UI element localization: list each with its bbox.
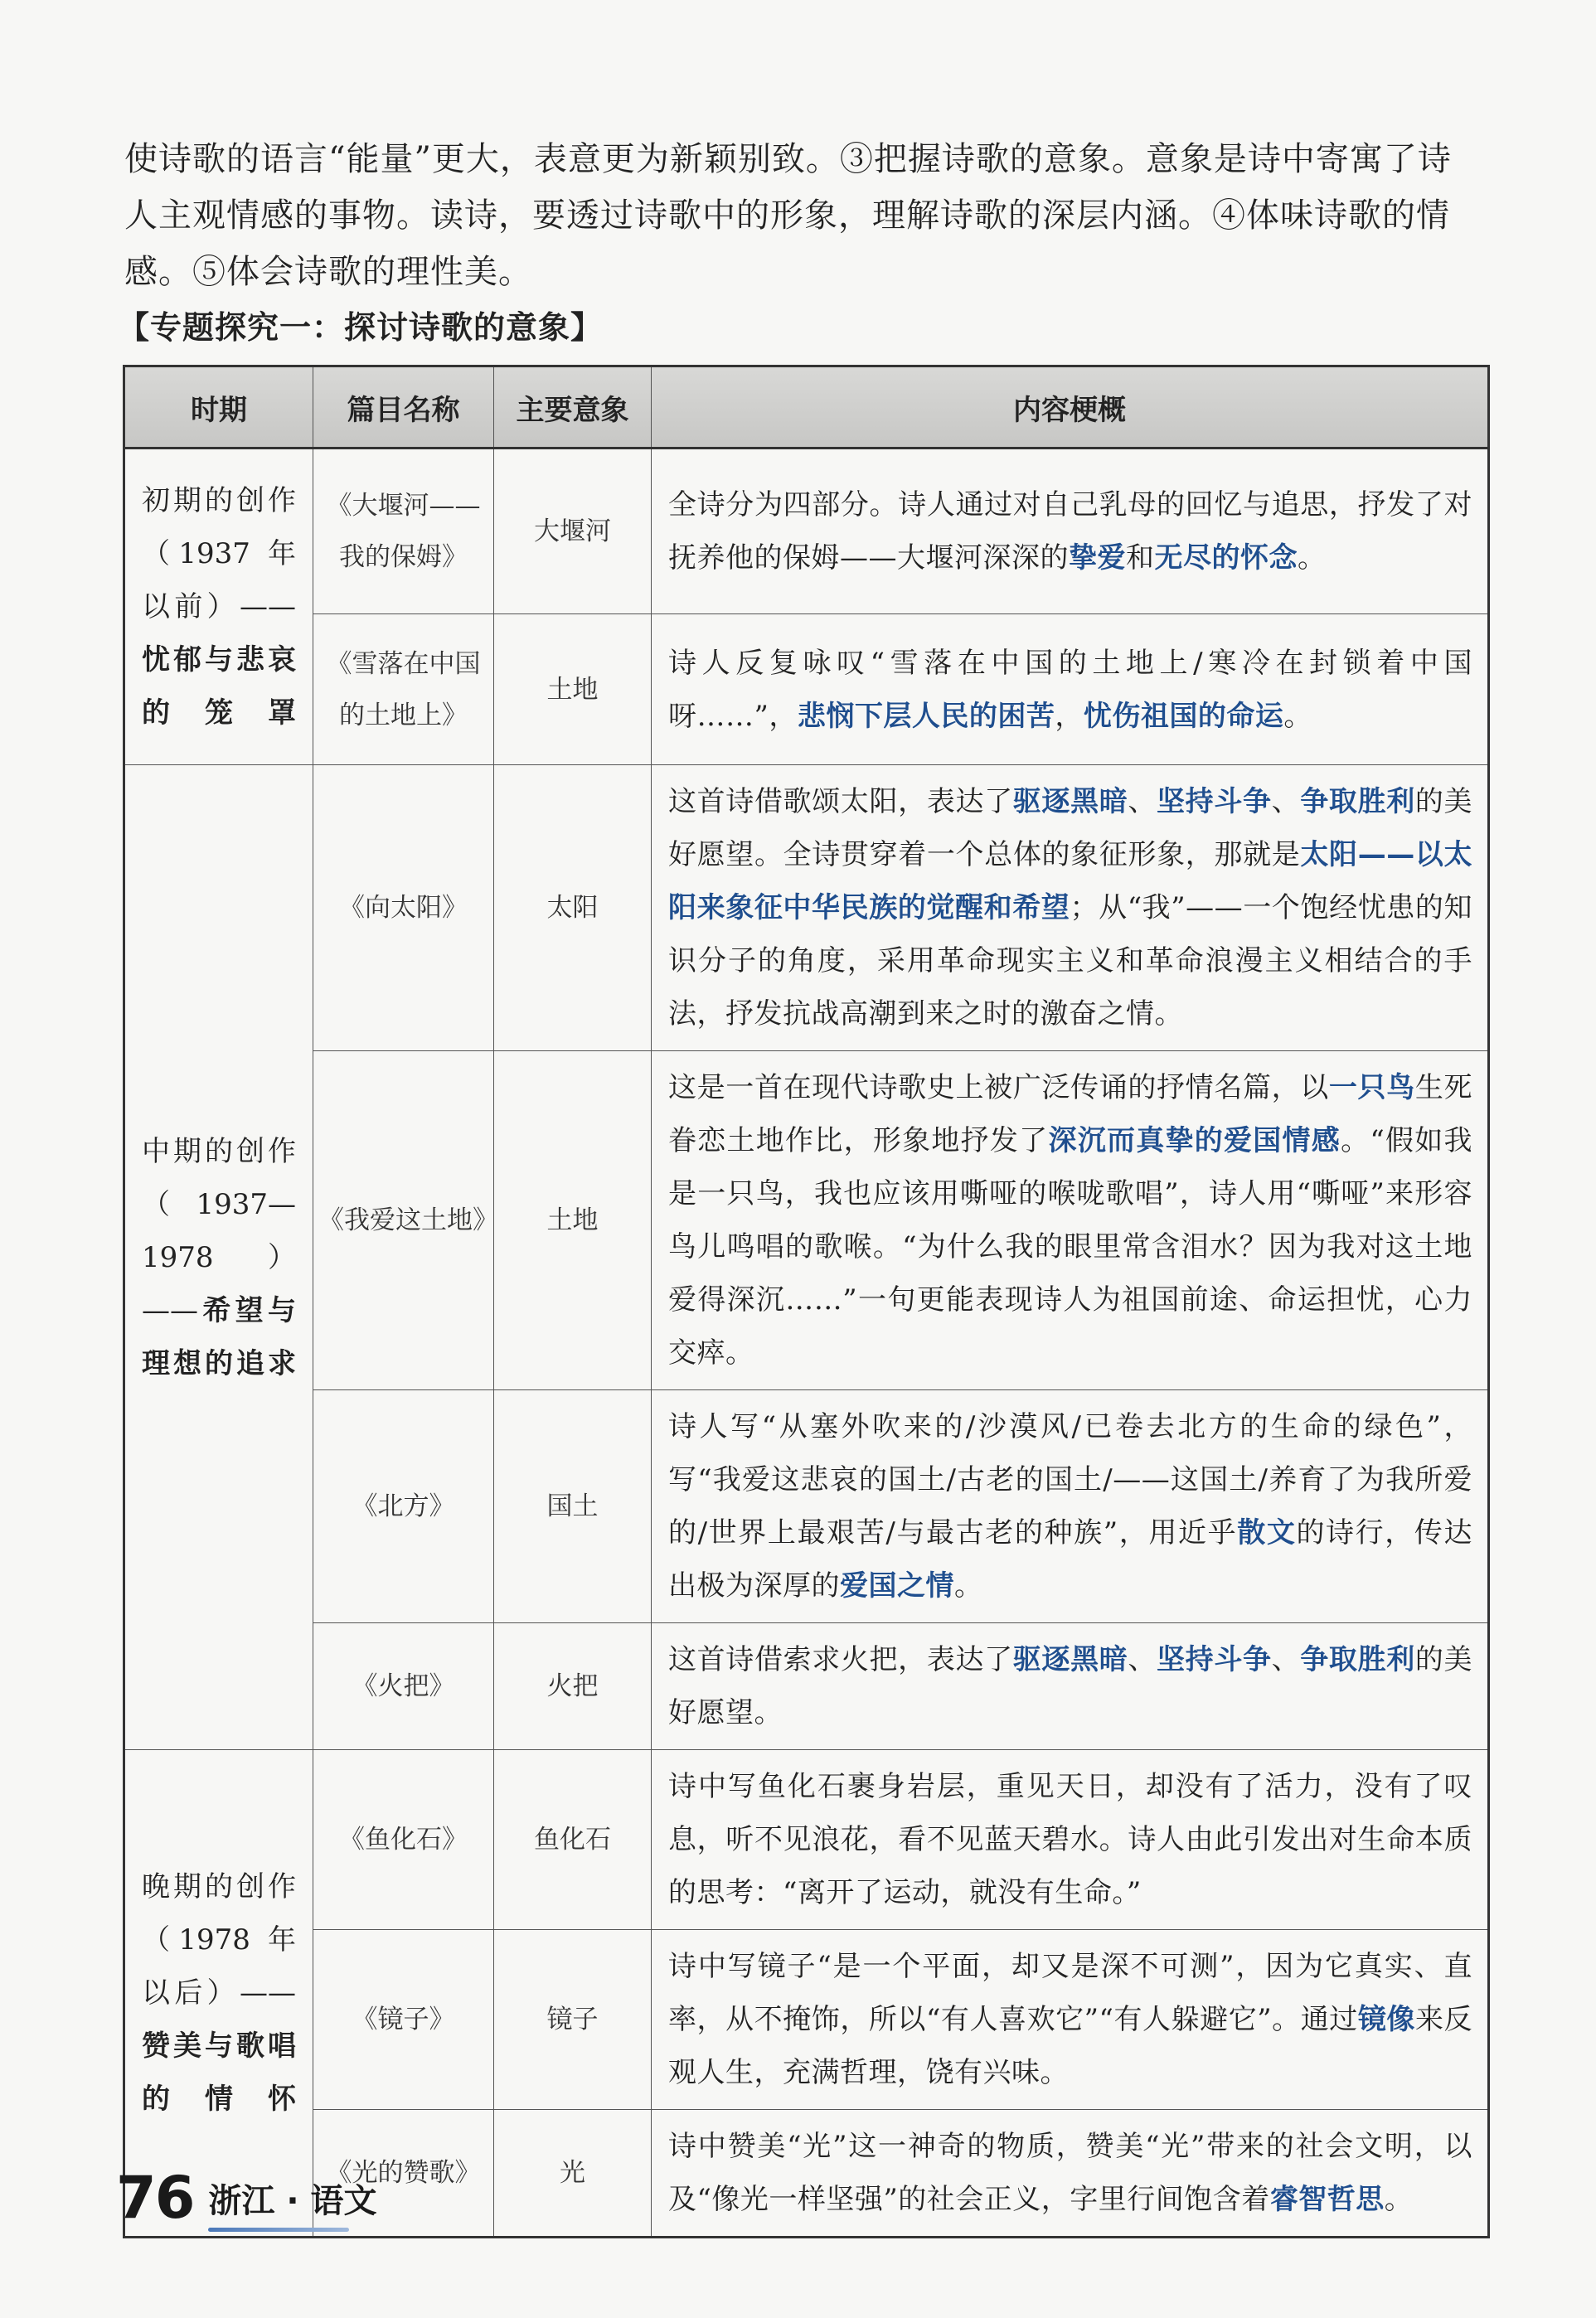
header-period: 时期	[124, 366, 313, 449]
content-text: 。	[1283, 699, 1312, 733]
table-row	[124, 614, 1489, 765]
key-phrase: 镜像	[1357, 2003, 1415, 2036]
main-image: 大堰河	[494, 449, 652, 614]
key-phrase: 爱国之情	[840, 1569, 954, 1603]
page-number: 76	[116, 2164, 194, 2232]
period-label: 晚期的创作（1978 年以后）——	[142, 1870, 296, 2010]
content-text: 生死眷恋土地作比，形象地抒发了	[668, 1071, 1473, 1157]
content-text: 全诗分为四部分。诗人通过对自己乳母的回忆与追思，抒发了对抚养他的保姆——大堰河深深的	[668, 488, 1472, 575]
content-text: 的诗行，传达出极为深厚的	[668, 1516, 1473, 1603]
content-text: 这首诗借索求火把，表达了	[668, 1643, 1013, 1676]
poem-title: 《我爱这土地》	[313, 1051, 494, 1390]
poem-title: 《大堰河——我的保姆》	[313, 449, 494, 614]
table-row	[124, 1930, 1489, 2110]
period-theme: 忧郁与悲哀的笼罩	[142, 643, 296, 730]
content-text: ，	[1055, 699, 1084, 733]
content-summary	[652, 1750, 1489, 1930]
content-summary	[652, 449, 1489, 614]
key-phrase: 睿智哲思	[1269, 2183, 1385, 2216]
key-phrase: 深沉而真挚的爱国情感	[1048, 1124, 1341, 1157]
content-summary	[652, 614, 1489, 765]
content-text: 诗人反复咏叹“雪落在中国的土地上/寒冷在封锁着中国呀……”，	[668, 646, 1472, 733]
main-image: 太阳	[494, 765, 652, 1051]
main-image: 国土	[494, 1390, 652, 1623]
content-text: 这首诗借歌颂太阳，表达了	[668, 785, 1013, 818]
main-image: 光	[494, 2110, 652, 2238]
content-text: 诗中写镜子“是一个平面，却又是深不可测”，因为它真实、直率，从不掩饰，所以“有人喜欢它”“有人躲避它”。通过	[668, 1950, 1472, 2036]
content-text: 。	[1384, 2183, 1414, 2216]
content-summary	[652, 765, 1489, 1051]
poem-title: 《向太阳》	[313, 765, 494, 1051]
content-text: 。	[954, 1569, 983, 1603]
period-label: 中期的创作（1937—1978）——	[142, 1134, 296, 1327]
content-text: 、	[1128, 785, 1157, 818]
content-text: 诗中写鱼化石裹身岩层，重见天日，却没有了活力，没有了叹息，听不见浪花，看不见蓝天碧水。诗人由此引发出对生命本质的思考：“离开了运动，就没有生命。”	[668, 1770, 1472, 1909]
poem-title: 《雪落在中国的土地上》	[313, 614, 494, 765]
intro-text: 使诗歌的语言“能量”更大，表意更为新颖别致。③把握诗歌的意象。意象是诗中寄寓了诗人主观情感的事物。读诗，要透过诗歌中的形象，理解诗歌的深层内涵。④体味诗歌的情感。⑤体会诗歌的理性美。	[124, 140, 1452, 291]
key-phrase: 散文	[1237, 1516, 1297, 1549]
content-text: 的美好愿望。	[668, 1643, 1473, 1729]
key-phrase: 驱逐黑暗	[1012, 785, 1128, 818]
poem-title: 《鱼化石》	[313, 1750, 494, 1930]
period-early	[124, 449, 313, 765]
book-label	[208, 2175, 376, 2222]
table-row	[124, 1390, 1489, 1623]
table-row	[124, 765, 1489, 1051]
poem-title: 《光的赞歌》	[313, 2110, 494, 2238]
table-row	[124, 1051, 1489, 1390]
content-summary	[652, 1390, 1489, 1623]
content-text: 。“假如我是一只鸟，我也应该用嘶哑的喉咙歌唱”，诗人用“嘶哑”来形容鸟儿鸣唱的歌喉。“为什么我的眼里常含泪水？因为我对这土地爱得深沉……”一句更能表现诗人为祖国前途、命运担忧，心力交瘁。	[668, 1124, 1473, 1370]
poem-title: 《北方》	[313, 1390, 494, 1623]
content-text: 、	[1271, 785, 1301, 818]
poem-title: 《镜子》	[313, 1930, 494, 2110]
key-phrase: 驱逐黑暗	[1012, 1643, 1128, 1676]
key-phrase: 太阳——以太阳来象征中华民族的觉醒和希望	[668, 838, 1473, 924]
section-title: 【专题探究一：探讨诗歌的意象】	[118, 309, 604, 346]
key-phrase: 争取胜利	[1300, 785, 1415, 818]
content-text: 。	[1298, 541, 1327, 575]
label-underline	[208, 2228, 349, 2232]
poem-title: 《火把》	[313, 1623, 494, 1750]
period-theme: 赞美与歌唱的情怀	[142, 2029, 296, 2116]
key-phrase: 坚持斗争	[1157, 1643, 1272, 1676]
main-image: 镜子	[494, 1930, 652, 2110]
content-text: 来反观人生，充满哲理，饶有兴味。	[668, 2003, 1473, 2089]
content-text: 诗中赞美“光”这一神奇的物质，赞美“光”带来的社会文明，以及“像光一样坚强”的社会正义，字里行间饱含着	[668, 2130, 1472, 2216]
content-summary	[652, 1623, 1489, 1750]
content-text: 这是一首在现代诗歌史上被广泛传诵的抒情名篇，以	[668, 1071, 1329, 1104]
content-summary	[652, 2110, 1489, 2238]
main-image: 土地	[494, 1051, 652, 1390]
book-label-text: 浙江 · 语文	[208, 2182, 377, 2220]
key-phrase: 无尽的怀念	[1154, 541, 1298, 575]
content-summary	[652, 1930, 1489, 2110]
content-text: 诗人写“从塞外吹来的/沙漠风/已卷去北方的生命的绿色”，写“我爱这悲哀的国土/古老的国土/——这国土/养育了为我所爱的/世界上最艰苦/与最古老的种族”，用近乎	[668, 1410, 1472, 1549]
key-phrase: 一只鸟	[1328, 1071, 1415, 1104]
content-text: 、	[1128, 1643, 1157, 1676]
key-phrase: 忧伤祖国的命运	[1083, 699, 1284, 733]
key-phrase: 悲悯下层人民的困苦	[797, 699, 1055, 733]
main-image: 土地	[494, 614, 652, 765]
key-phrase: 挚爱	[1069, 541, 1126, 575]
main-image: 火把	[494, 1623, 652, 1750]
period-label: 初期的创作（1937 年以前）——	[142, 484, 296, 623]
intro-paragraph	[124, 131, 1484, 300]
content-text: 的美好愿望。全诗贯穿着一个总体的象征形象，那就是	[668, 785, 1473, 871]
key-phrase: 争取胜利	[1300, 1643, 1415, 1676]
content-text: ；从“我”——一个饱经忧患的知识分子的角度，采用革命现实主义和革命浪漫主义相结合的手法，抒发抗战高潮到来之时的激奋之情。	[668, 891, 1473, 1030]
content-summary	[652, 1051, 1489, 1390]
key-phrase: 坚持斗争	[1157, 785, 1272, 818]
imagery-table	[123, 365, 1490, 2238]
main-image: 鱼化石	[494, 1750, 652, 1930]
header-image: 主要意象	[494, 366, 652, 449]
period-theme: 希望与理想的追求	[142, 1293, 296, 1380]
content-text: 、	[1271, 1643, 1301, 1676]
table-row	[124, 449, 1489, 614]
table-row	[124, 1623, 1489, 1750]
header-content: 内容梗概	[652, 366, 1489, 449]
table-row	[124, 1750, 1489, 1930]
content-text: 和	[1126, 541, 1155, 575]
page-footer	[116, 2164, 377, 2232]
header-poem: 篇目名称	[313, 366, 494, 449]
period-middle	[124, 765, 313, 1750]
table-header-row	[124, 366, 1489, 449]
